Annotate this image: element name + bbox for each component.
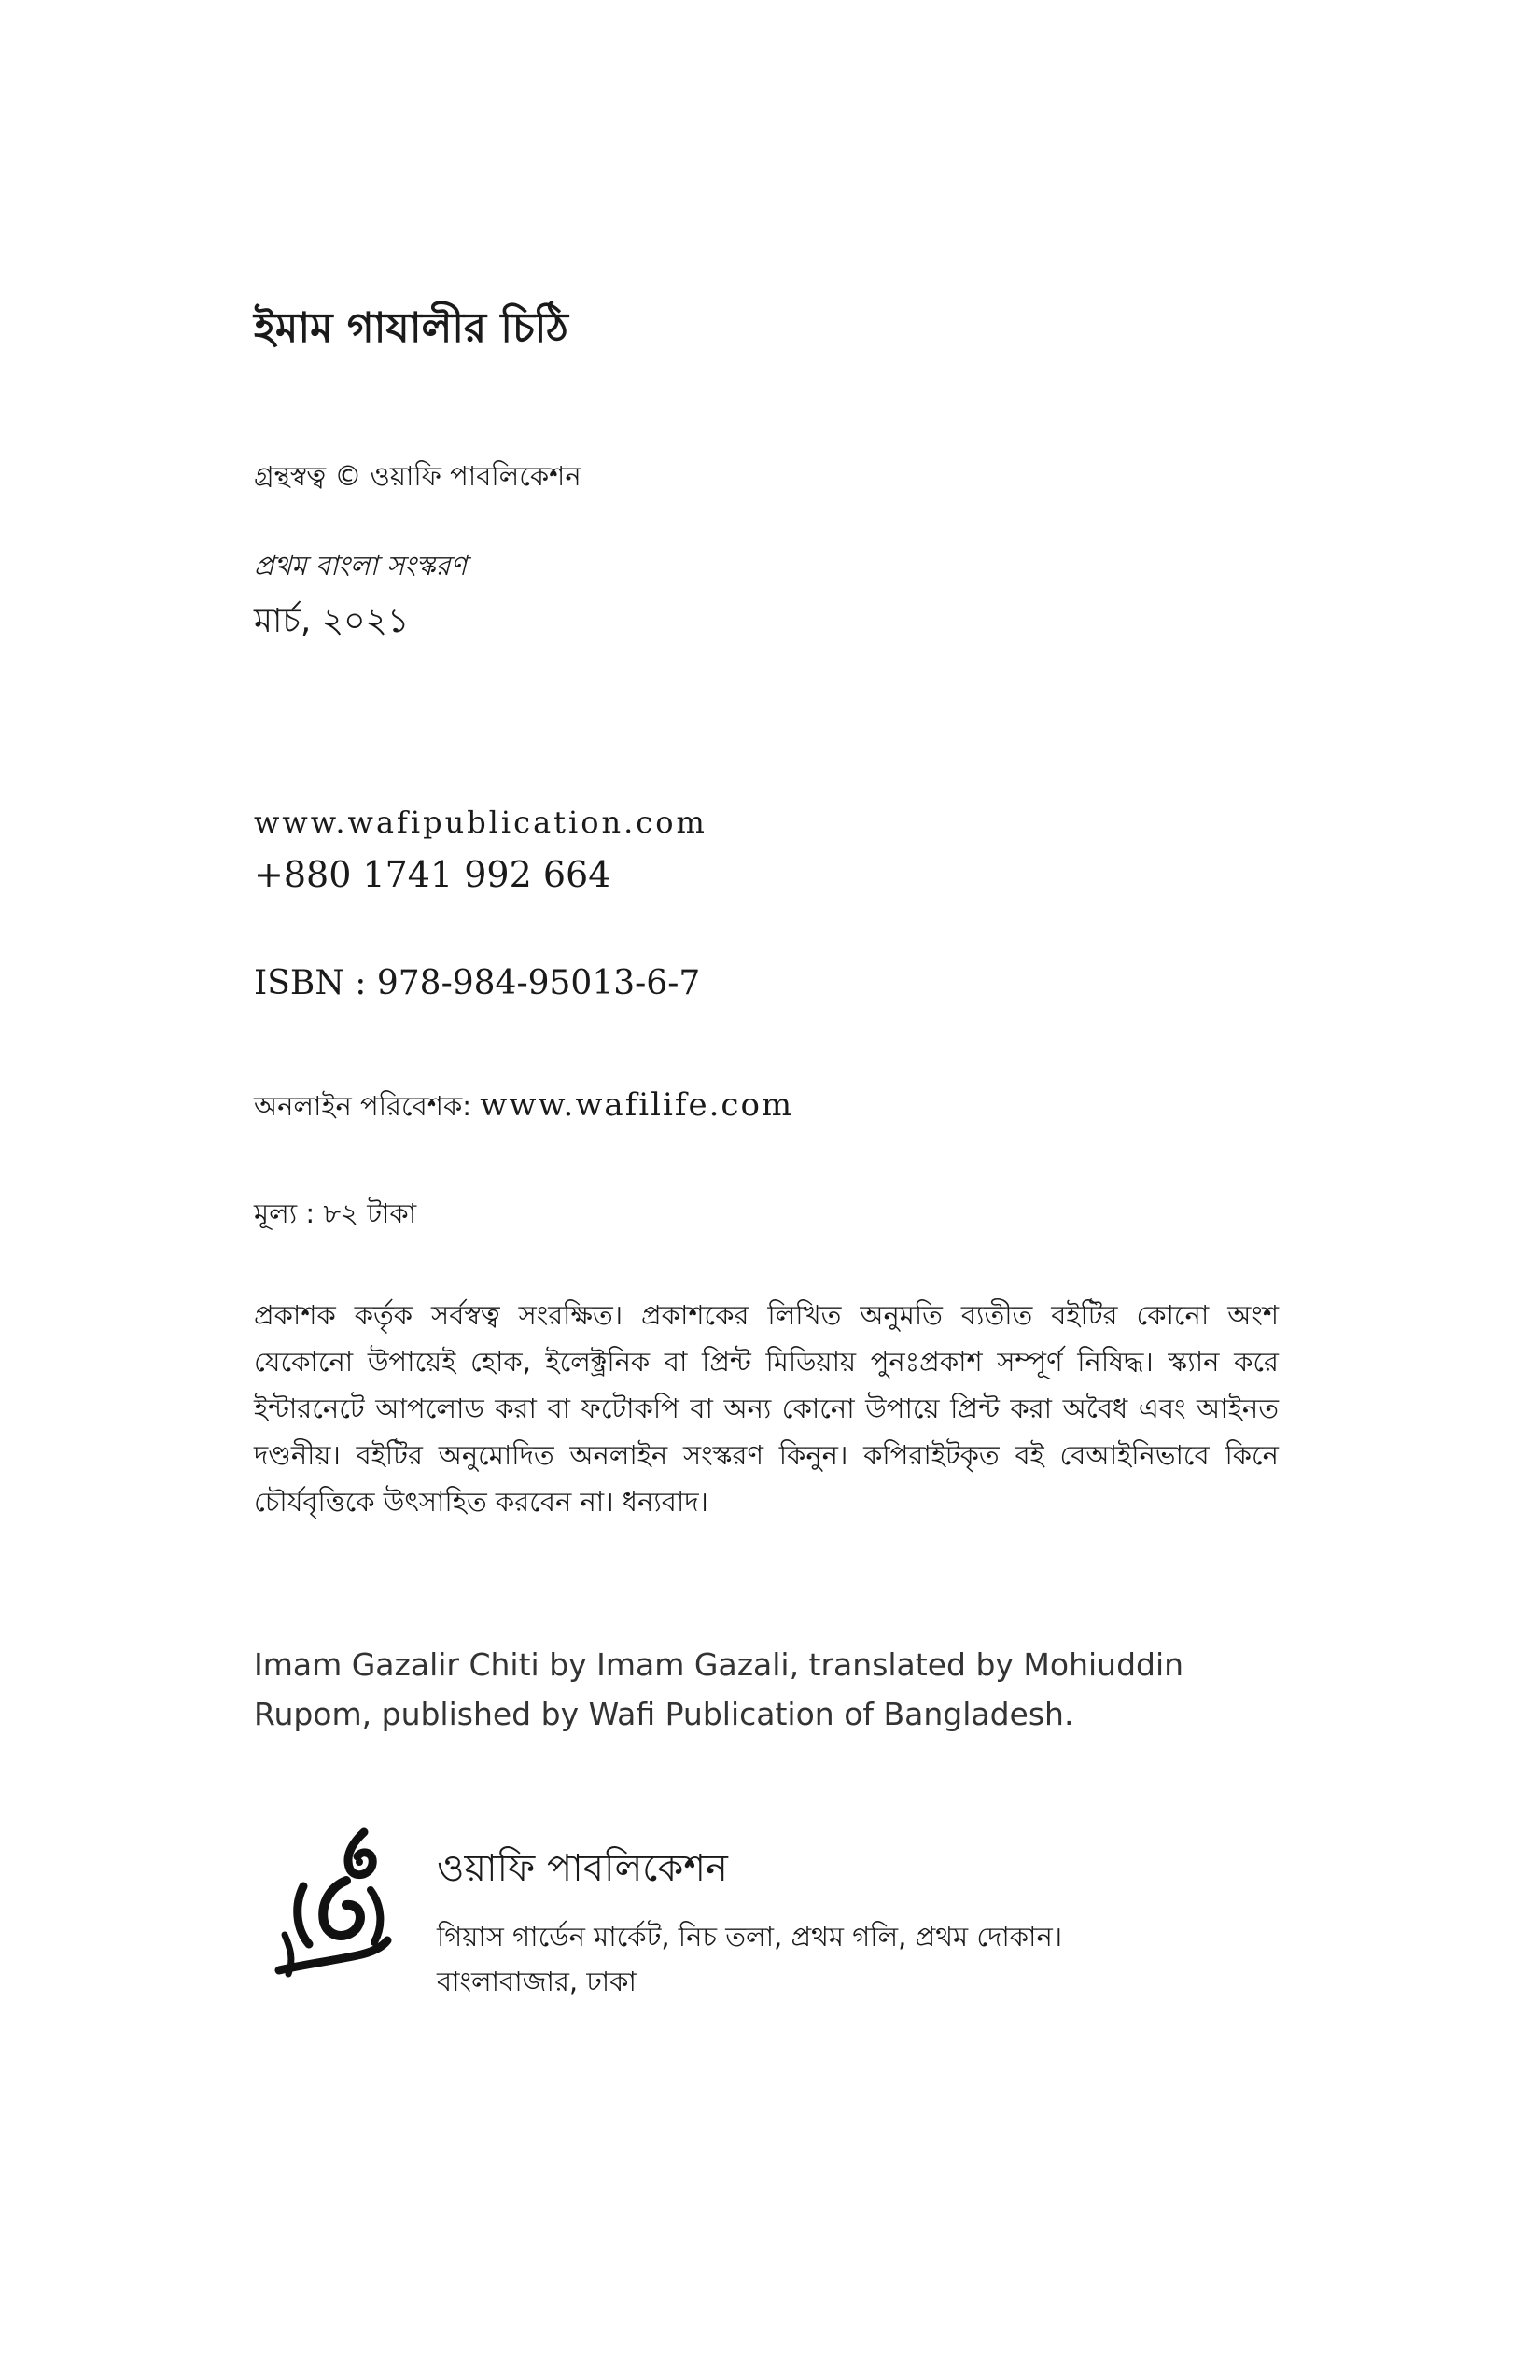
online-distributor-line — [254, 1085, 793, 1131]
publisher-info — [437, 1839, 1062, 2004]
wafi-calligraphy-logo-icon — [266, 1825, 397, 1983]
price-line: মূল্য : ৮২ টাকা — [254, 1197, 417, 1229]
copyright-notice: প্রকাশক কর্তৃক সর্বস্বত্ব সংরক্ষিত। প্রকাশকের লিখিত অনুমতি ব্যতীত বইটির কোনো অংশ যেকোনো উপায়েই হোক, ইলেক্ট্রনিক বা প্রিন্ট মিডিয়ায় পুনঃপ্রকাশ সম্পূর্ণ নিষিদ্ধ। স্ক্যান করে ইন্টারনেটে আপলোড করা বা ফটোকপি বা অন্য কোনো উপায়ে প্রিন্ট করা অবৈধ এবং আইনত দণ্ডনীয়। বইটির অনুমোদিত অনলাইন সংস্করণ কিনুন। কপিরাইটকৃত বই বেআইনিভাবে কিনে চৌর্যবৃত্তিকে উৎসাহিত করবেন না। ধন্যবাদ। — [254, 1299, 1279, 1518]
online-distributor-label: অনলাইন পরিবেশক: — [254, 1090, 481, 1122]
copyright-line: গ্রন্থস্বত্ব © ওয়াফি পাবলিকেশন — [254, 460, 581, 492]
publisher-address-line-2: বাংলাবাজার, ঢাকা — [437, 1966, 637, 1997]
online-distributor-url: www.wafilife.com — [480, 1086, 794, 1124]
edition-label: প্রথম বাংলা সংস্করণ — [254, 550, 468, 581]
isbn-line: ISBN : 978-984-95013-6-7 — [254, 964, 701, 1002]
english-credit: Imam Gazalir Chiti by Imam Gazali, translated by Mohiuddin Rupom, published by Wafi Publication of Bangladesh. — [254, 1646, 1184, 1732]
book-title: ইমাম গাযালীর চিঠি — [254, 304, 568, 352]
publisher-name: ওয়াফি পাবলিকেশন — [437, 1847, 728, 1890]
publisher-address-line-1: গিয়াস গার্ডেন মার্কেট, নিচ তলা, প্রথম গলি, প্রথম দোকান। — [437, 1921, 1063, 1953]
publisher-phone: +880 1741 992 664 — [254, 854, 611, 895]
edition-date: মার্চ, ২০২১ — [254, 602, 410, 640]
publisher-website: www.wafipublication.com — [254, 805, 707, 840]
